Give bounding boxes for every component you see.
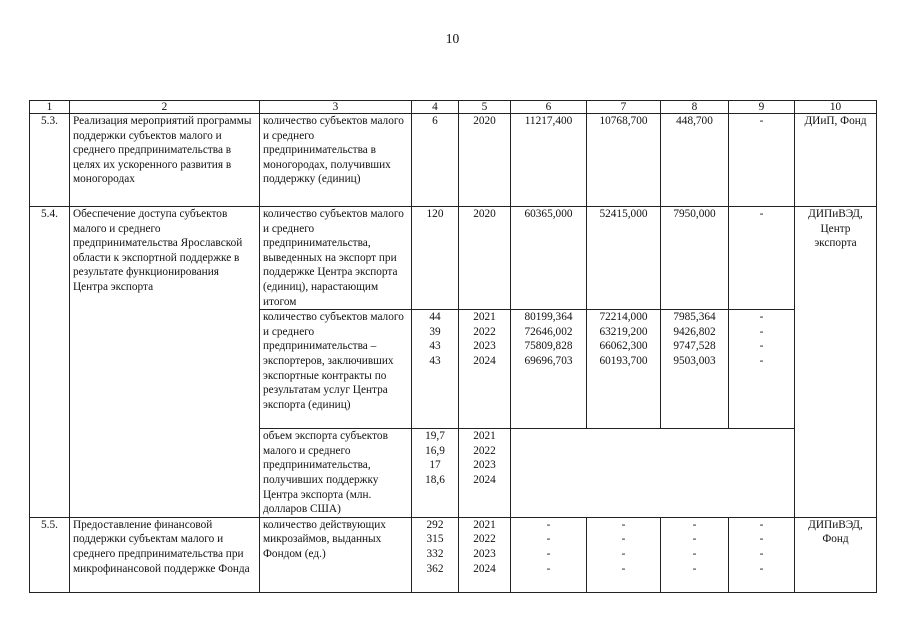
regional-cell: 448,700 (661, 114, 729, 207)
table-row (30, 207, 877, 310)
federal-cell: 52415,000 (587, 207, 661, 310)
value-cell: 120 (412, 207, 459, 310)
federal-cell: - - - - (587, 517, 661, 592)
page-number: 10 (445, 31, 460, 46)
indicator-cell: количество субъектов малого и среднего предпринимательства – экспортеров, заключивших экспортные контракты по результатам услуг Центра экспорта (единиц) (260, 310, 412, 429)
total-cell: 80199,364 72646,002 75809,828 69696,703 (511, 310, 587, 429)
header-row (30, 101, 877, 114)
indicator-cell: количество действующих микрозаймов, выданных Фондом (ед.) (260, 517, 412, 592)
header-cell: 8 (661, 101, 729, 114)
table-row (30, 517, 877, 592)
row-number: 5.3. (30, 114, 70, 207)
value-cell: 292 315 332 362 (412, 517, 459, 592)
executor-cell: ДИиП, Фонд (795, 114, 877, 207)
indicator-cell: количество субъектов малого и среднего предпринимательства в моногородах, получивших поддержку (единиц) (260, 114, 412, 207)
empty-cell (511, 429, 795, 518)
executor-cell: ДИПиВЭД, Фонд (795, 517, 877, 592)
regional-cell: - - - - (661, 517, 729, 592)
header-cell: 6 (511, 101, 587, 114)
regional-cell: 7950,000 (661, 207, 729, 310)
indicator-cell: количество субъектов малого и среднего предпринимательства, выведенных на экспорт при поддержке Центра экспорта (единиц), нарастающим итогом (260, 207, 412, 310)
value-cell: 44 39 43 43 (412, 310, 459, 429)
total-cell: 60365,000 (511, 207, 587, 310)
header-cell: 9 (729, 101, 795, 114)
local-cell: - (729, 114, 795, 207)
header-cell: 10 (795, 101, 877, 114)
measure-cell: Реализация мероприятий программы поддержки субъектов малого и среднего предпринимательства в целях их ускоренного развития в моногородах (70, 114, 260, 207)
row-number: 5.5. (30, 517, 70, 592)
header-cell: 5 (459, 101, 511, 114)
header-cell: 1 (30, 101, 70, 114)
year-cell: 2021 2022 2023 2024 (459, 517, 511, 592)
row-number: 5.4. (30, 207, 70, 518)
header-cell: 3 (260, 101, 412, 114)
federal-cell: 72214,000 63219,200 66062,300 60193,700 (587, 310, 661, 429)
measure-cell: Обеспечение доступа субъектов малого и среднего предпринимательства Ярославской области к экспортной поддержке в результате функционирования Центра экспорта (70, 207, 260, 518)
regional-cell: 7985,364 9426,802 9747,528 9503,003 (661, 310, 729, 429)
header-cell: 2 (70, 101, 260, 114)
total-cell: - - - - (511, 517, 587, 592)
total-cell: 11217,400 (511, 114, 587, 207)
year-cell: 2020 (459, 207, 511, 310)
measures-table (29, 100, 877, 593)
indicator-cell: объем экспорта субъектов малого и среднего предпринимательства, получивших поддержку Центра экспорта (млн. долларов США) (260, 429, 412, 518)
year-cell: 2021 2022 2023 2024 (459, 310, 511, 429)
executor-cell: ДИПиВЭД, Центр экспорта (795, 207, 877, 518)
year-cell: 2021 2022 2023 2024 (459, 429, 511, 518)
measure-cell: Предоставление финансовой поддержки субъектам малого и среднего предпринимательства при микрофинансовой поддержке Фонда (70, 517, 260, 592)
header-cell: 4 (412, 101, 459, 114)
federal-cell: 10768,700 (587, 114, 661, 207)
local-cell: - (729, 207, 795, 310)
value-cell: 6 (412, 114, 459, 207)
year-cell: 2020 (459, 114, 511, 207)
local-cell: - - - - (729, 310, 795, 429)
table-row (30, 114, 877, 207)
header-cell: 7 (587, 101, 661, 114)
value-cell: 19,7 16,9 17 18,6 (412, 429, 459, 518)
local-cell: - - - - (729, 517, 795, 592)
